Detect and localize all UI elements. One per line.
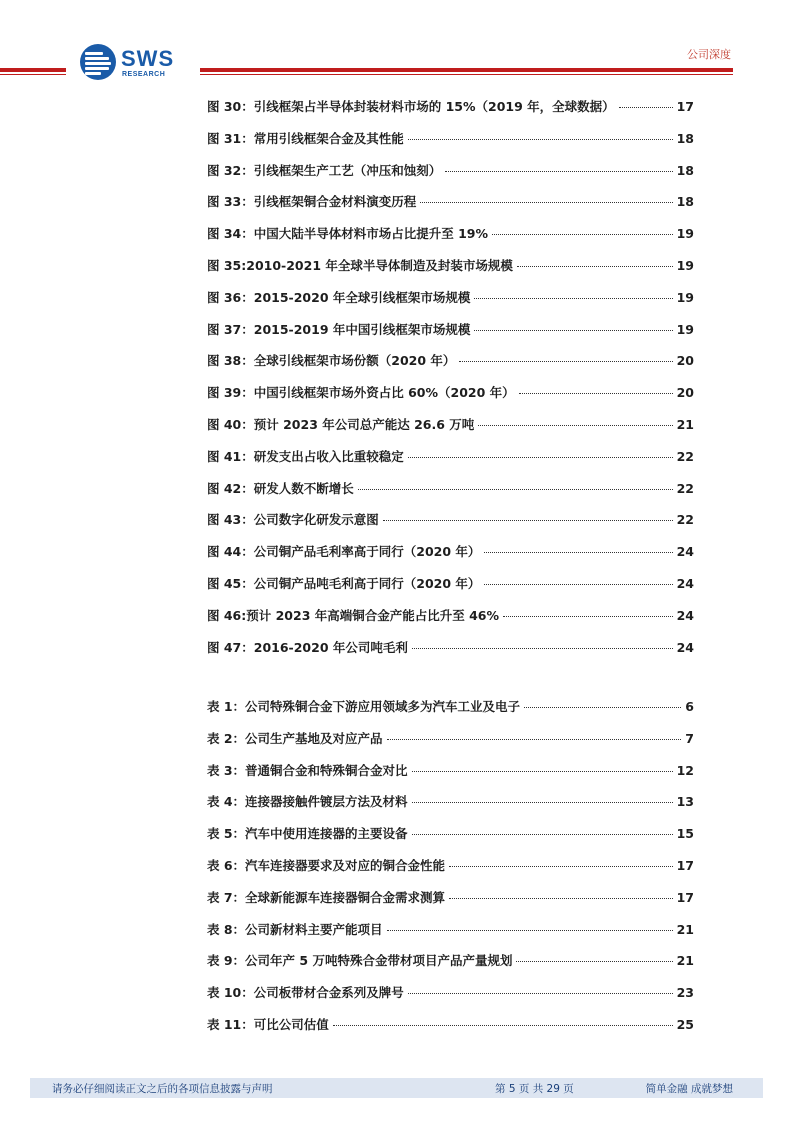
dot-leader bbox=[333, 1025, 673, 1026]
footer-slogan: 简单金融 成就梦想 bbox=[645, 1083, 733, 1095]
dot-leader bbox=[503, 616, 673, 617]
toc-entry-page: 19 bbox=[676, 226, 694, 242]
toc-entry-page: 21 bbox=[676, 416, 694, 432]
toc-entry-label: 表 3：普通铜合金和特殊铜合金对比 bbox=[207, 762, 408, 778]
toc-entry-label: 表 8：公司新材料主要产能项目 bbox=[207, 921, 383, 937]
dot-leader bbox=[474, 298, 672, 299]
toc-entry[interactable] bbox=[207, 606, 694, 638]
dot-leader bbox=[619, 107, 673, 108]
dot-leader bbox=[517, 266, 673, 267]
toc-entry-page: 20 bbox=[676, 353, 694, 369]
toc-entry-page: 12 bbox=[676, 762, 694, 778]
toc-entry-page: 15 bbox=[676, 826, 694, 842]
toc-entry[interactable] bbox=[207, 951, 694, 983]
toc-entry[interactable] bbox=[207, 224, 694, 256]
toc-entry[interactable] bbox=[207, 383, 694, 415]
toc-entry[interactable] bbox=[207, 415, 694, 447]
dot-leader bbox=[387, 739, 682, 740]
dot-leader bbox=[412, 771, 673, 772]
toc-entry-page: 21 bbox=[676, 921, 694, 937]
toc-entry[interactable] bbox=[207, 1015, 694, 1047]
toc-entry-label: 图 37：2015-2019 年中国引线框架市场规模 bbox=[207, 321, 471, 337]
toc-entry-label: 图 46:预计 2023 年高端铜合金产能占比升至 46% bbox=[207, 607, 500, 623]
toc-entry[interactable] bbox=[207, 351, 694, 383]
toc-entry[interactable] bbox=[207, 761, 694, 793]
dot-leader bbox=[484, 584, 672, 585]
toc-entry-label: 图 34：中国大陆半导体材料市场占比提升至 19% bbox=[207, 226, 489, 242]
toc-entry-page: 18 bbox=[676, 162, 694, 178]
toc-entry-label: 表 2：公司生产基地及对应产品 bbox=[207, 730, 383, 746]
dot-leader bbox=[412, 834, 673, 835]
company-logo bbox=[80, 44, 190, 82]
toc-entry-page: 25 bbox=[676, 1016, 694, 1032]
toc-entry[interactable] bbox=[207, 129, 694, 161]
toc-entry-page: 6 bbox=[685, 699, 694, 714]
toc-entry[interactable] bbox=[207, 792, 694, 824]
toc-entry[interactable] bbox=[207, 510, 694, 542]
toc-entry[interactable] bbox=[207, 97, 694, 129]
footer-disclaimer: 请务必仔细阅读正文之后的各项信息披露与声明 bbox=[52, 1083, 273, 1095]
toc-entry-label: 图 30：引线框架占半导体封装材料市场的 15%（2019 年，全球数据） bbox=[207, 99, 615, 114]
toc-entry-page: 17 bbox=[676, 889, 694, 905]
dot-leader bbox=[484, 552, 672, 553]
toc-entry-label: 图 44：公司铜产品毛利率高于同行（2020 年） bbox=[207, 544, 481, 560]
toc-entry[interactable] bbox=[207, 888, 694, 920]
toc-entry[interactable] bbox=[207, 447, 694, 479]
toc-entry-label: 图 33：引线框架铜合金材料演变历程 bbox=[207, 194, 417, 210]
logo-subtext: RESEARCH bbox=[122, 71, 166, 78]
toc-entry-label: 图 41：研发支出占收入比重较稳定 bbox=[207, 448, 404, 464]
dot-leader bbox=[519, 393, 673, 394]
toc-entry[interactable] bbox=[207, 697, 694, 729]
header-rule-thin bbox=[200, 74, 733, 75]
toc-entry-page: 24 bbox=[676, 575, 694, 591]
table-index bbox=[207, 697, 694, 1047]
toc-entry-label: 表 11：可比公司估值 bbox=[207, 1016, 329, 1032]
toc-entry-label: 表 4：连接器接触件镀层方法及材料 bbox=[207, 794, 408, 810]
dot-leader bbox=[412, 648, 673, 649]
dot-leader bbox=[412, 802, 673, 803]
toc-entry-page: 17 bbox=[676, 857, 694, 873]
toc-entry-page: 24 bbox=[676, 639, 694, 655]
header-rule bbox=[200, 68, 733, 72]
toc-entry-label: 图 47：2016-2020 年公司吨毛利 bbox=[207, 639, 408, 655]
dot-leader bbox=[478, 425, 672, 426]
toc-entry[interactable] bbox=[207, 983, 694, 1015]
toc-entry-label: 图 31：常用引线框架合金及其性能 bbox=[207, 130, 404, 146]
toc-entry-page: 24 bbox=[676, 607, 694, 623]
header-rule bbox=[0, 68, 66, 72]
toc-entry[interactable] bbox=[207, 856, 694, 888]
toc-entry[interactable] bbox=[207, 288, 694, 320]
toc-entry-page: 7 bbox=[685, 730, 694, 746]
toc-entry-page: 24 bbox=[676, 544, 694, 560]
dot-leader bbox=[524, 707, 681, 708]
toc-entry[interactable] bbox=[207, 161, 694, 193]
toc-entry[interactable] bbox=[207, 920, 694, 952]
dot-leader bbox=[408, 139, 673, 140]
toc-entry-label: 图 45：公司铜产品吨毛利高于同行（2020 年） bbox=[207, 575, 481, 591]
toc-entry[interactable] bbox=[207, 192, 694, 224]
dot-leader bbox=[449, 898, 673, 899]
toc-entry-label: 图 36：2015-2020 年全球引线框架市场规模 bbox=[207, 289, 471, 305]
logo-text: SWS bbox=[121, 46, 175, 71]
toc-entry-page: 22 bbox=[676, 512, 694, 528]
toc-entry-page: 17 bbox=[676, 99, 694, 114]
toc-entry[interactable] bbox=[207, 824, 694, 856]
toc-entry-page: 22 bbox=[676, 448, 694, 464]
toc-entry[interactable] bbox=[207, 256, 694, 288]
toc-entry-label: 图 43：公司数字化研发示意图 bbox=[207, 512, 379, 528]
toc-entry-page: 19 bbox=[676, 289, 694, 305]
dot-leader bbox=[420, 202, 672, 203]
toc-entry-label: 图 32：引线框架生产工艺（冲压和蚀刻） bbox=[207, 162, 442, 178]
toc-entry[interactable] bbox=[207, 574, 694, 606]
report-type-label: 公司深度 bbox=[687, 48, 731, 61]
toc-entry[interactable] bbox=[207, 479, 694, 511]
dot-leader bbox=[383, 520, 673, 521]
dot-leader bbox=[387, 930, 673, 931]
toc-entry-page: 19 bbox=[676, 257, 694, 273]
toc-entry-label: 图 38：全球引线框架市场份额（2020 年） bbox=[207, 353, 456, 369]
toc-entry-page: 13 bbox=[676, 794, 694, 810]
figure-index bbox=[207, 97, 694, 669]
toc-entry[interactable] bbox=[207, 542, 694, 574]
toc-entry-label: 图 35:2010-2021 年全球半导体制造及封装市场规模 bbox=[207, 257, 513, 273]
dot-leader bbox=[408, 457, 673, 458]
toc-entry-page: 22 bbox=[676, 480, 694, 496]
toc-entry-page: 18 bbox=[676, 194, 694, 210]
logo-emblem bbox=[80, 44, 116, 80]
toc-entry-label: 表 10：公司板带材合金系列及牌号 bbox=[207, 985, 404, 1001]
toc-entry-page: 18 bbox=[676, 130, 694, 146]
toc-entry-label: 表 7：全球新能源车连接器铜合金需求测算 bbox=[207, 889, 446, 905]
toc-entry[interactable] bbox=[207, 638, 694, 670]
toc-entry-page: 23 bbox=[676, 985, 694, 1001]
dot-leader bbox=[408, 993, 673, 994]
toc-entry-label: 图 42：研发人数不断增长 bbox=[207, 480, 354, 496]
toc-entry[interactable] bbox=[207, 729, 694, 761]
dot-leader bbox=[358, 489, 673, 490]
toc-entry-label: 表 1：公司特殊铜合金下游应用领域多为汽车工业及电子 bbox=[207, 699, 521, 714]
dot-leader bbox=[445, 171, 672, 172]
dot-leader bbox=[516, 961, 672, 962]
toc-entry-page: 19 bbox=[676, 321, 694, 337]
header-rule-thin bbox=[0, 74, 66, 75]
dot-leader bbox=[449, 866, 673, 867]
dot-leader bbox=[492, 234, 673, 235]
toc-entry[interactable] bbox=[207, 320, 694, 352]
page-number: 第 5 页 共 29 页 bbox=[495, 1083, 574, 1095]
dot-leader bbox=[474, 330, 672, 331]
dot-leader bbox=[459, 361, 672, 362]
toc-entry-label: 表 5：汽车中使用连接器的主要设备 bbox=[207, 826, 408, 842]
toc-entry-page: 20 bbox=[676, 385, 694, 401]
toc-entry-page: 21 bbox=[676, 953, 694, 969]
footer bbox=[30, 1078, 763, 1098]
toc-entry-label: 图 39：中国引线框架市场外资占比 60%（2020 年） bbox=[207, 385, 515, 401]
toc-entry-label: 图 40：预计 2023 年公司总产能达 26.6 万吨 bbox=[207, 416, 475, 432]
toc-entry-label: 表 6：汽车连接器要求及对应的铜合金性能 bbox=[207, 857, 446, 873]
toc-entry-label: 表 9：公司年产 5 万吨特殊合金带材项目产品产量规划 bbox=[207, 953, 513, 969]
